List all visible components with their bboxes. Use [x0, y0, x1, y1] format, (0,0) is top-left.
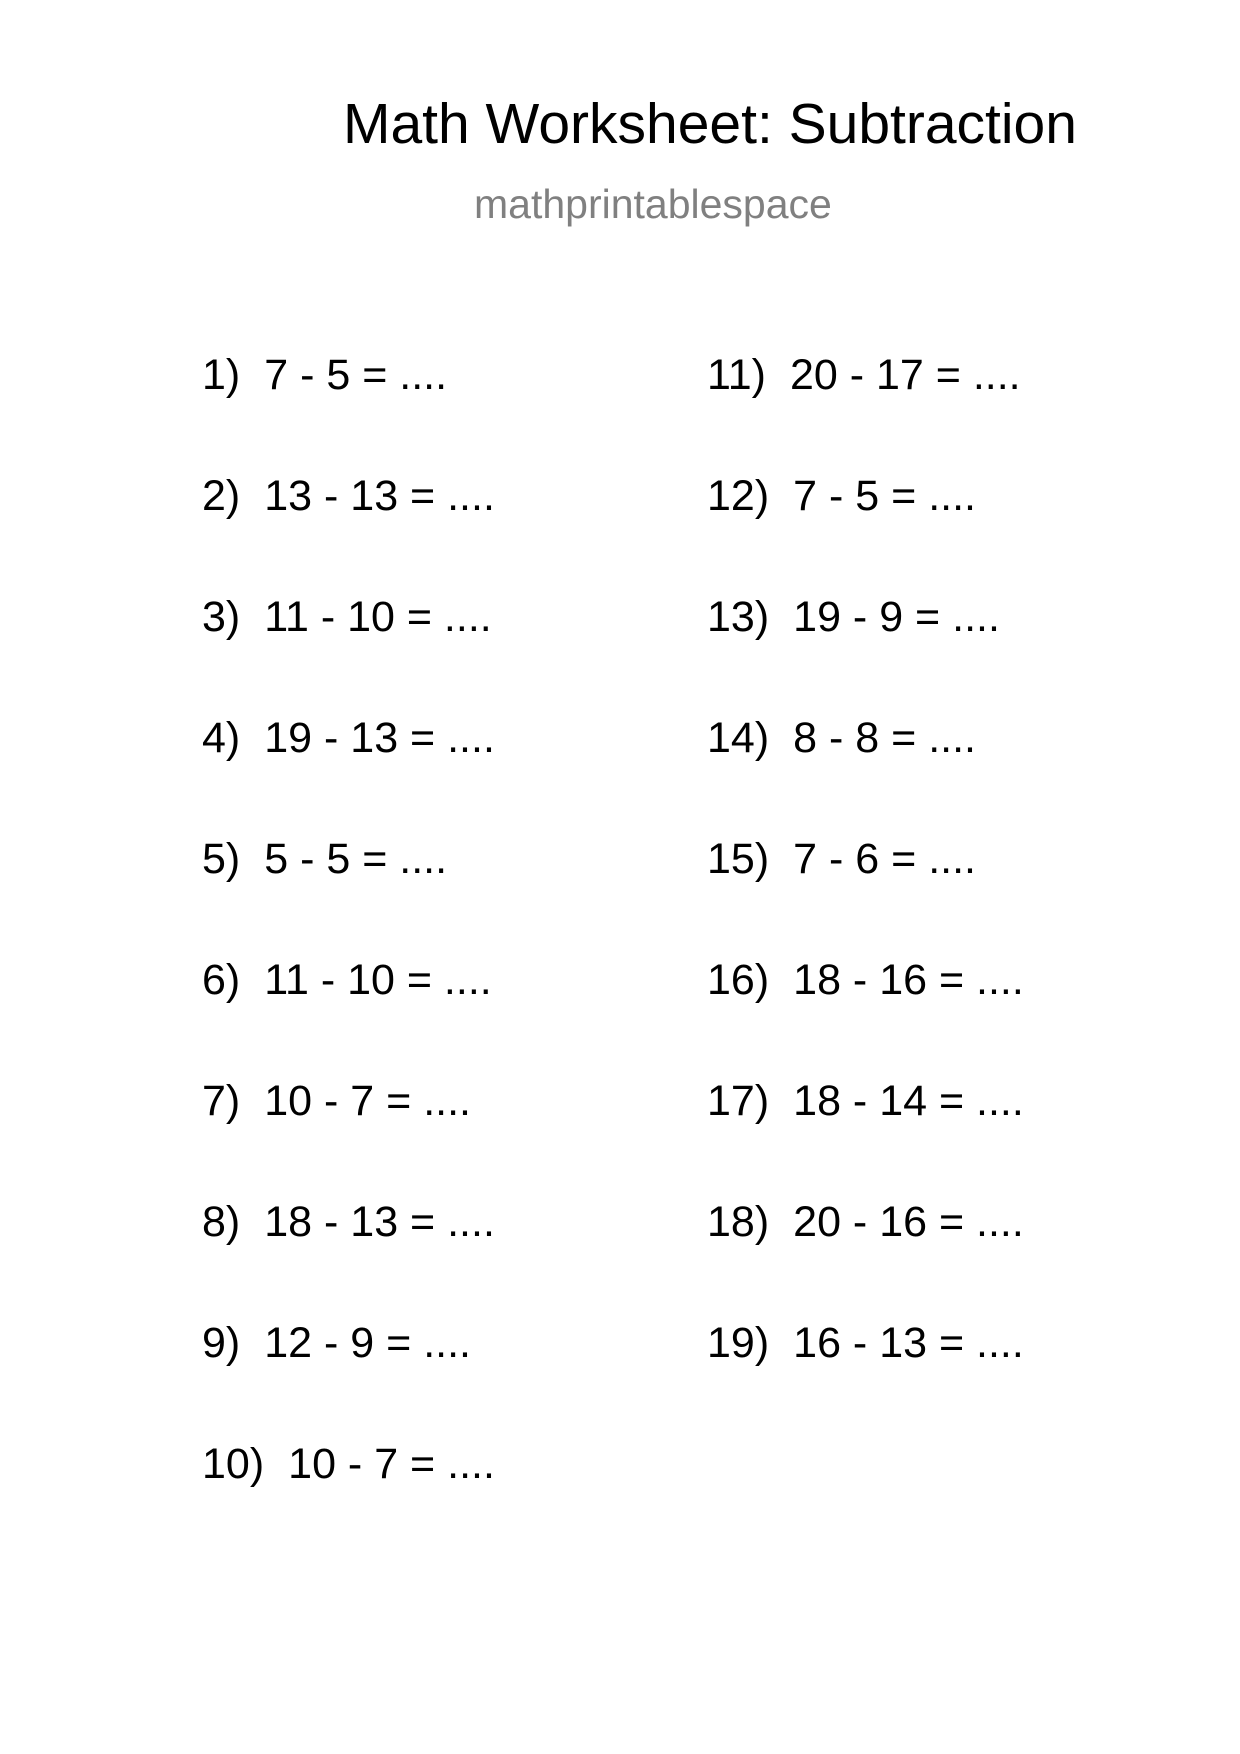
problem-expression: 18 - 13 = ....	[264, 1198, 495, 1246]
problem-item	[202, 714, 495, 838]
problem-item	[202, 351, 495, 475]
problem-expression: 20 - 16 = ....	[793, 1198, 1024, 1246]
problem-item	[707, 1077, 1024, 1201]
problem-number: 11)	[707, 351, 766, 399]
problem-item	[202, 1077, 495, 1201]
problem-number: 2)	[202, 472, 241, 520]
problem-expression: 19 - 9 = ....	[793, 593, 1000, 641]
problem-item	[707, 835, 1024, 959]
problem-item	[707, 1319, 1024, 1443]
worksheet-subtitle: mathprintablespace	[474, 181, 832, 227]
problem-item	[202, 956, 495, 1080]
problem-expression: 11 - 10 = ....	[264, 956, 492, 1004]
problem-item	[707, 351, 1024, 475]
problem-item	[707, 714, 1024, 838]
problem-expression: 8 - 8 = ....	[793, 714, 976, 762]
problem-expression: 18 - 16 = ....	[793, 956, 1024, 1004]
problem-item	[202, 1440, 495, 1564]
problem-number: 12)	[707, 472, 770, 520]
problem-item	[707, 1198, 1024, 1322]
problem-expression: 7 - 5 = ....	[793, 472, 976, 520]
problem-number: 9)	[202, 1319, 241, 1367]
problem-item	[707, 956, 1024, 1080]
problem-expression: 7 - 5 = ....	[264, 351, 448, 399]
problem-number: 17)	[707, 1077, 770, 1125]
problem-expression: 5 - 5 = ....	[264, 835, 448, 883]
problem-item	[202, 835, 495, 959]
problem-item	[707, 472, 1024, 596]
problem-number: 6)	[202, 956, 241, 1004]
problem-expression: 10 - 7 = ....	[288, 1440, 495, 1488]
problem-expression: 7 - 6 = ....	[793, 835, 976, 883]
problem-number: 4)	[202, 714, 241, 762]
problem-number: 5)	[202, 835, 241, 883]
problem-column-left	[202, 351, 495, 1564]
problem-expression: 13 - 13 = ....	[264, 472, 495, 520]
problem-expression: 19 - 13 = ....	[264, 714, 495, 762]
problem-number: 13)	[707, 593, 770, 641]
problem-number: 3)	[202, 593, 241, 641]
problem-expression: 11 - 10 = ....	[264, 593, 492, 641]
problem-item	[202, 472, 495, 596]
problem-expression: 18 - 14 = ....	[793, 1077, 1024, 1125]
problem-item	[202, 1319, 495, 1443]
problem-number: 7)	[202, 1077, 241, 1125]
problem-number: 14)	[707, 714, 770, 762]
problem-number: 1)	[202, 351, 241, 399]
problem-number: 8)	[202, 1198, 241, 1246]
problem-number: 18)	[707, 1198, 770, 1246]
problem-number: 16)	[707, 956, 770, 1004]
problem-number: 19)	[707, 1319, 770, 1367]
worksheet-title: Math Worksheet: Subtraction	[343, 92, 1077, 156]
problem-column-right	[707, 351, 1024, 1443]
problem-expression: 12 - 9 = ....	[264, 1319, 471, 1367]
problem-item	[202, 1198, 495, 1322]
problem-expression: 20 - 17 = ....	[789, 351, 1021, 399]
problem-number: 15)	[707, 835, 770, 883]
problem-number: 10)	[202, 1440, 265, 1488]
problem-expression: 10 - 7 = ....	[264, 1077, 471, 1125]
problem-expression: 16 - 13 = ....	[793, 1319, 1024, 1367]
problem-item	[202, 593, 495, 717]
problem-item	[707, 593, 1024, 717]
